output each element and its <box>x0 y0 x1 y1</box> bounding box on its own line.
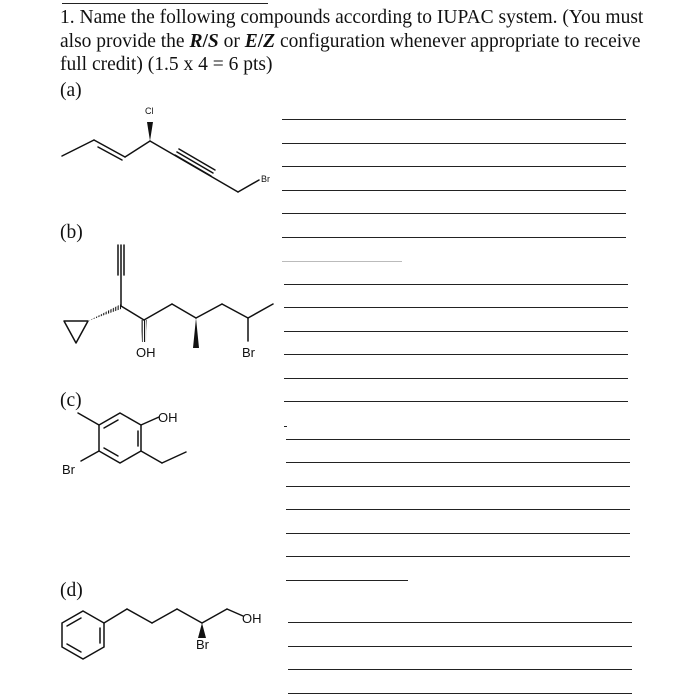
part-d-label: (d) <box>60 580 83 601</box>
ez-label-z: Z <box>263 30 276 52</box>
part-c-label: (c) <box>60 390 82 411</box>
atom-label-oh: OH <box>158 410 178 425</box>
structure-c <box>62 410 186 477</box>
atom-label-br: Br <box>62 462 75 477</box>
structure-a <box>62 106 270 192</box>
rs-label-r: R <box>189 30 203 52</box>
part-b-label: (b) <box>60 222 83 243</box>
rs-label-s: S <box>207 30 219 52</box>
atom-label-oh: OH <box>136 345 156 360</box>
atom-label-br: Br <box>242 345 255 360</box>
question-text-start: Name the following compounds according to IUPAC system. (You must also provide the <box>60 7 644 52</box>
atom-label-cl: Cl <box>145 106 154 116</box>
ez-label-e: E <box>244 30 258 52</box>
structure-b <box>64 245 273 360</box>
ez-slash: / <box>257 30 264 52</box>
part-a-label: (a) <box>60 80 82 101</box>
atom-label-br: Br <box>261 174 270 184</box>
question-text-end: configuration whenever appropriate to receive full credit) (1.5 x 4 = 6 pts) <box>60 30 641 75</box>
atom-label-br: Br <box>196 637 209 652</box>
rs-slash: / <box>202 30 208 52</box>
question-number: 1. <box>60 7 75 28</box>
atom-label-oh: OH <box>242 611 262 626</box>
question-or: or <box>218 30 245 52</box>
structure-d <box>62 609 262 659</box>
